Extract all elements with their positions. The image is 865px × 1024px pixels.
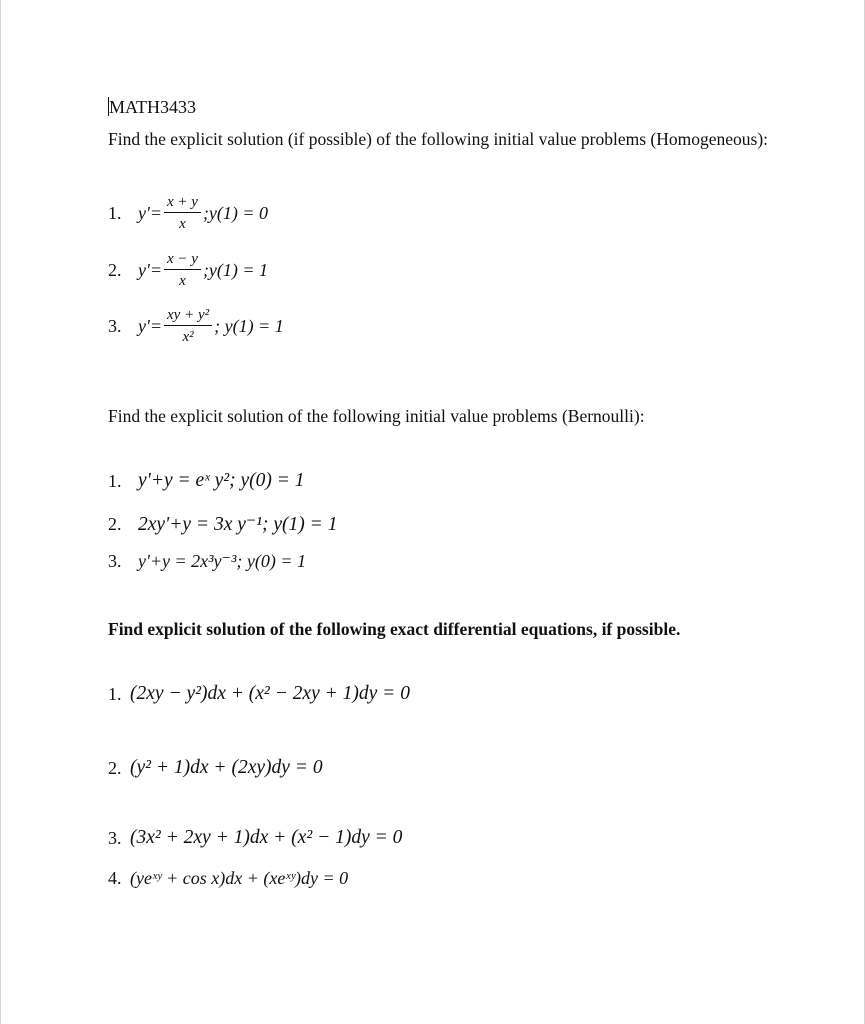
exact-problem-4: 4. (yeˣʸ + cos x)dx + (xeˣʸ)dy = 0 — [108, 868, 349, 888]
bernoulli-problem-1: 1. y'+y = eˣ y²; y(0) = 1 — [108, 470, 305, 491]
course-code: MATH3433 — [109, 97, 197, 117]
bernoulli-problem-3: 3. y'+y = 2x³y⁻³; y(0) = 1 — [108, 551, 307, 571]
homogeneous-heading: Find the explicit solution (if possible) of the following initial value problems (Homogeneous): — [108, 129, 769, 149]
fraction: $\frac{x + y}{x}$ — [164, 193, 201, 233]
bernoulli-heading: Find the explicit solution of the following initial value problems (Bernoulli): — [108, 406, 645, 426]
exact-problem-3: 3. (3x² + 2xy + 1)dx + (x² − 1)dy = 0 — [108, 827, 403, 848]
fraction: $\frac{\text{xy + y²}}{\text{x²}}$ — [164, 306, 212, 346]
homogeneous-problem-3: 3. y'= $\frac{\text{xy + y²}}{\text{x²}}$ ; y(1) = 1 — [108, 307, 284, 345]
exact-problem-2: 2. (y² + 1)dx + (2xy)dy = 0 — [108, 757, 323, 778]
bernoulli-problem-2: 2. 2xy'+y = 3x y⁻¹; y(1) = 1 — [108, 513, 338, 535]
homogeneous-problem-1: 1. y'= $\frac{x + y}{x}$ ;y(1) = 0 — [108, 194, 269, 232]
homogeneous-problem-2: 2. y'= $\frac{x - y}{x}$ ;y(1) = 1 — [108, 251, 269, 289]
fraction: $\frac{x - y}{x}$ — [164, 250, 201, 290]
exact-problem-1: 1. (2xy − y²)dx + (x² − 2xy + 1)dy = 0 — [108, 683, 410, 704]
exact-heading: Find explicit solution of the following exact differential equations, if possible. — [108, 619, 681, 639]
